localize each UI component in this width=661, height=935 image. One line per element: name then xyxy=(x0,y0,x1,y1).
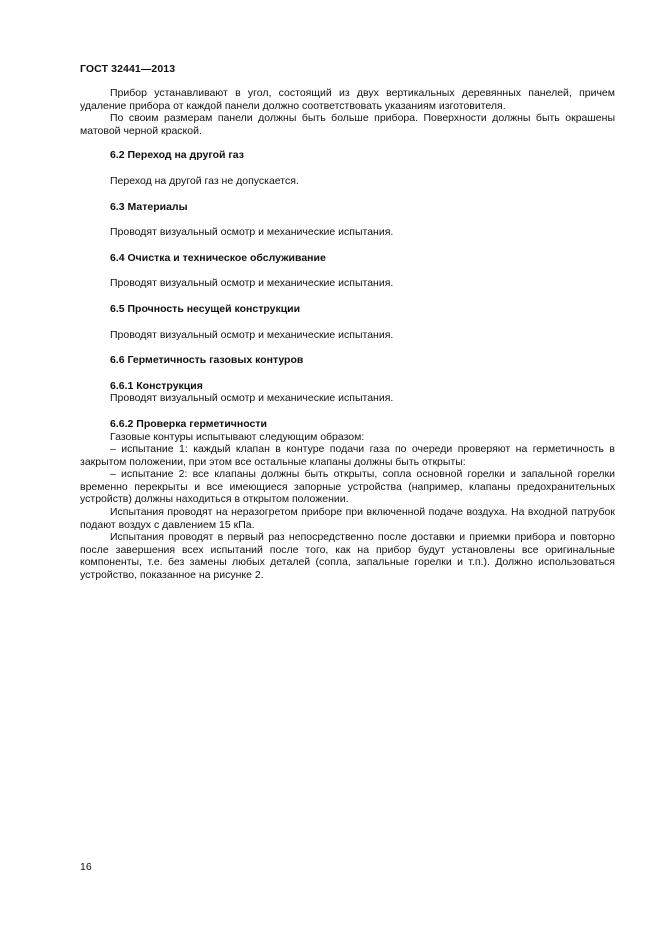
section-6-5-heading: 6.5 Прочность несущей конструкции xyxy=(110,302,301,315)
section-6-5-text: Проводят визуальный осмотр и механические испытания. xyxy=(110,328,394,341)
page-number: 16 xyxy=(80,861,92,873)
section-6-6-2-heading: 6.6.2 Проверка герметичности xyxy=(110,417,267,430)
section-6-4-heading: 6.4 Очистка и техническое обслуживание xyxy=(110,251,326,264)
section-6-6-2-lead: Газовые контуры испытывают следующим образом: xyxy=(110,430,365,443)
section-6-6-1-heading: 6.6.1 Конструкция xyxy=(110,379,203,392)
section-6-3-heading: 6.3 Материалы xyxy=(110,200,188,213)
intro-paragraph-1: Прибор устанавливают в угол, состоящий из двух вертикальных деревянных панелей, причем удаление прибора от каждой панели должно соответствовать указаниям изготовителя. xyxy=(80,87,615,112)
section-6-6-heading: 6.6 Герметичность газовых контуров xyxy=(110,354,304,367)
document-body xyxy=(80,87,615,582)
test-2-item: – испытание 2: все клапаны должны быть открыты, сопла основной горелки и запальной горелки временно перекрыты и все имеющиеся запорные устройства (например, клапаны предохранительных устройств) должны находиться в открытом положении. xyxy=(80,468,615,506)
section-6-2-text: Переход на другой газ не допускается. xyxy=(110,174,299,187)
intro-paragraph-2: По своим размерам панели должны быть больше прибора. Поверхности должны быть окрашены матовой черной краской. xyxy=(80,112,615,137)
section-6-6-1-text: Проводят визуальный осмотр и механические испытания. xyxy=(110,392,394,405)
section-6-2-heading: 6.2 Переход на другой газ xyxy=(110,149,244,162)
document-header: ГОСТ 32441—2013 xyxy=(80,63,176,75)
section-6-3-text: Проводят визуальный осмотр и механические испытания. xyxy=(110,226,394,239)
section-6-4-text: Проводят визуальный осмотр и механические испытания. xyxy=(110,277,394,290)
section-6-6-2-paragraph-2: Испытания проводят в первый раз непосредственно после доставки и приемки прибора и повторно после завершения всех испытаний после того, как на прибор будут установлены все оригинальные компоненты, т.е. без замены любых деталей (сопла, запальные горелки и т.п.). Должно использоваться устройство, показанное на рисунке 2. xyxy=(80,531,615,582)
test-1-item: – испытание 1: каждый клапан в контуре подачи газа по очереди проверяют на герметичность в закрытом положении, при этом все остальные клапаны должны быть открыты: xyxy=(80,443,615,468)
section-6-6-2-paragraph-1: Испытания проводят на неразогретом приборе при включенной подаче воздуха. На входной патрубок подают воздух с давлением 15 кПа. xyxy=(80,506,615,531)
